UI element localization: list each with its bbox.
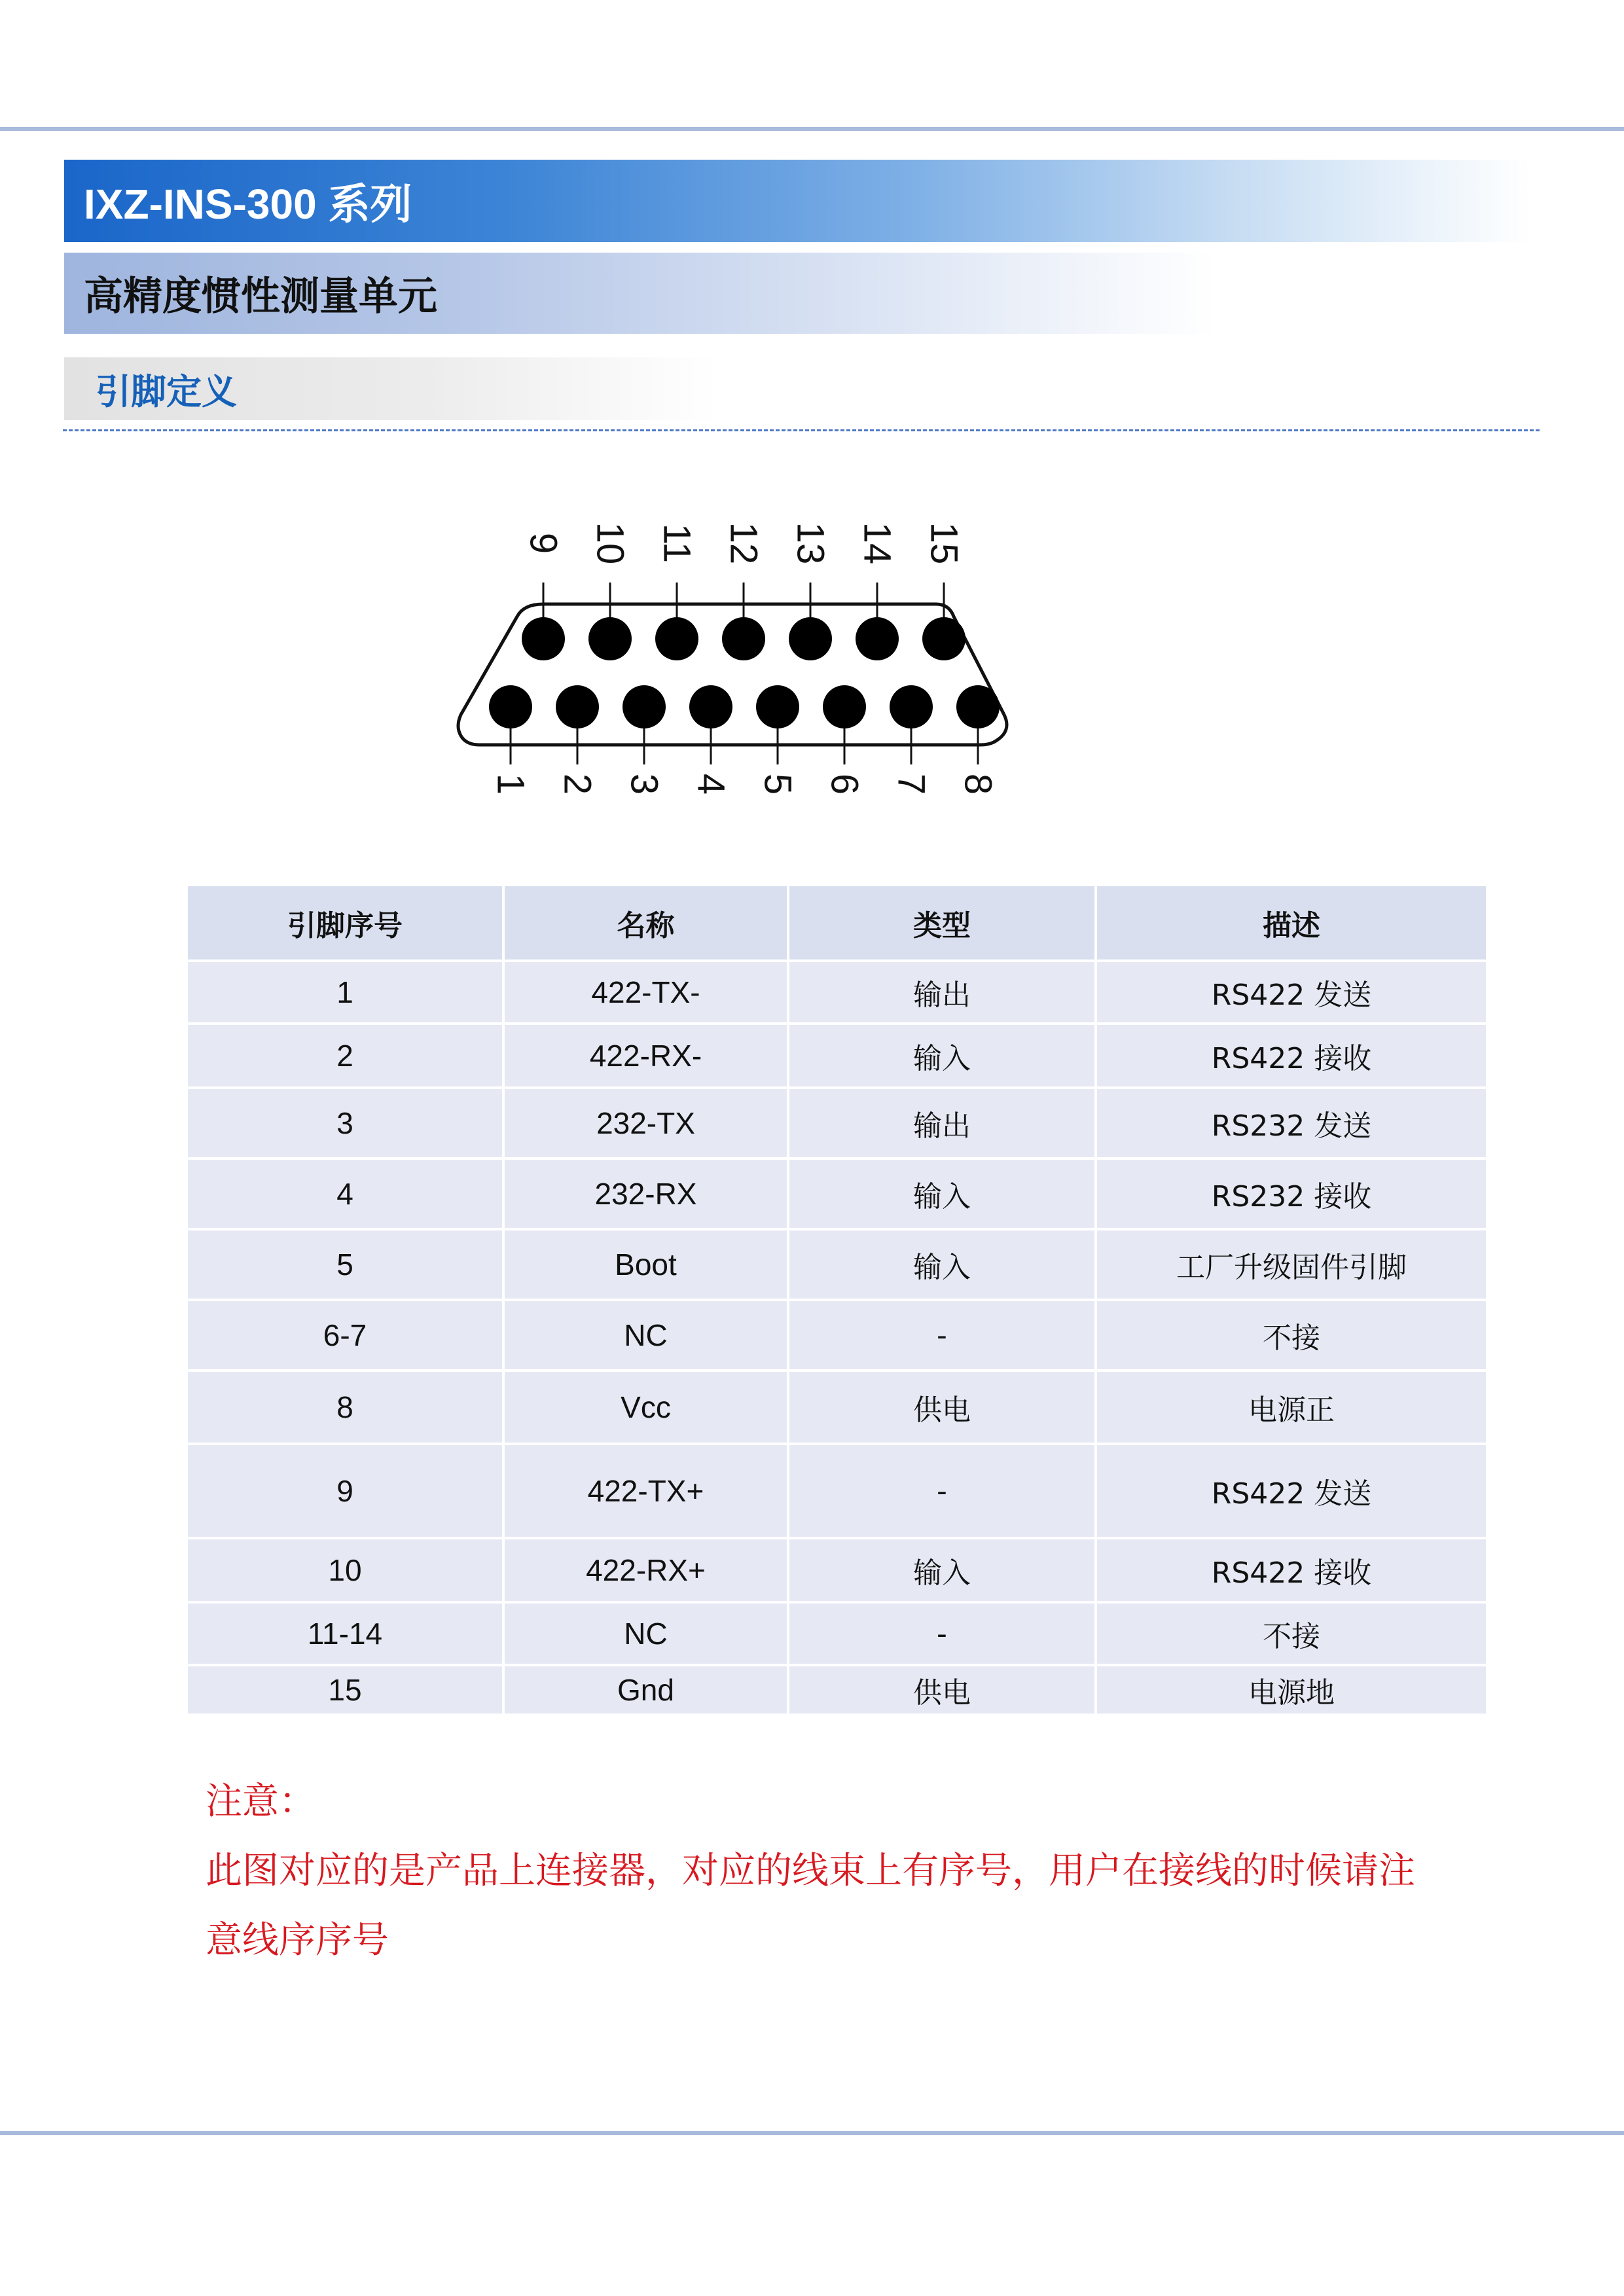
section-banner <box>64 357 719 420</box>
section-title: 引脚定义 <box>96 370 237 412</box>
signal-type-cell: - <box>788 1300 1096 1371</box>
wiring-note <box>206 1767 1502 1975</box>
signal-type-cell: 输入 <box>788 1538 1096 1602</box>
pin-number-cell: 6-7 <box>187 1300 503 1371</box>
description-cell: 不接 <box>1096 1300 1487 1371</box>
description-cell: RS422 发送 <box>1096 961 1487 1024</box>
bottom-rule <box>0 2131 1624 2135</box>
table-row <box>187 1158 1487 1229</box>
pin-hole <box>756 685 799 728</box>
pin-label: 5 <box>756 773 799 795</box>
table-row <box>187 1371 1487 1444</box>
pin-hole <box>856 617 899 660</box>
table-row <box>187 1300 1487 1371</box>
signal-type-cell: 输出 <box>788 961 1096 1024</box>
pin-label: 6 <box>823 773 866 795</box>
signal-name-cell: 422-RX+ <box>503 1538 788 1602</box>
description-cell: 电源正 <box>1096 1371 1487 1444</box>
pin-hole <box>689 685 732 728</box>
table-row <box>187 1602 1487 1665</box>
header-name: 名称 <box>503 885 788 961</box>
description-cell: 工厂升级固件引脚 <box>1096 1229 1487 1300</box>
description-cell: 不接 <box>1096 1602 1487 1665</box>
pin-number-cell: 8 <box>187 1371 503 1444</box>
pin-label: 9 <box>522 532 565 554</box>
pin-label: 7 <box>890 773 933 795</box>
pin-hole <box>588 617 632 660</box>
header-pin-number: 引脚序号 <box>187 885 503 961</box>
pin-number-cell: 2 <box>187 1024 503 1088</box>
signal-type-cell: 输入 <box>788 1024 1096 1088</box>
signal-name-cell: Vcc <box>503 1371 788 1444</box>
signal-name-cell: 232-TX <box>503 1088 788 1158</box>
pin-hole <box>890 685 933 728</box>
pin-hole <box>522 617 565 660</box>
header-description: 描述 <box>1096 885 1487 961</box>
description-cell: RS422 发送 <box>1096 1444 1487 1538</box>
table-row <box>187 1665 1487 1715</box>
table-row <box>187 1088 1487 1158</box>
pin-hole <box>823 685 866 728</box>
pin-label: 12 <box>722 522 765 565</box>
table-header-row <box>187 885 1487 961</box>
pin-hole <box>956 685 1000 728</box>
header-type: 类型 <box>788 885 1096 961</box>
description-cell: RS232 接收 <box>1096 1158 1487 1229</box>
signal-type-cell: 输入 <box>788 1229 1096 1300</box>
pin-number-cell: 11-14 <box>187 1602 503 1665</box>
product-banner <box>64 253 1216 334</box>
pin-hole <box>922 617 965 660</box>
pin-label: 13 <box>789 522 832 565</box>
pin-label: 11 <box>655 523 698 564</box>
signal-name-cell: NC <box>503 1602 788 1665</box>
pin-hole <box>789 617 832 660</box>
pin-label: 4 <box>689 773 732 795</box>
pin-label: 14 <box>856 522 899 565</box>
signal-name-cell: 232-RX <box>503 1158 788 1229</box>
pin-hole <box>556 685 599 728</box>
signal-name-cell: Boot <box>503 1229 788 1300</box>
description-cell: RS232 发送 <box>1096 1088 1487 1158</box>
table-row <box>187 1024 1487 1088</box>
pin-hole <box>722 617 765 660</box>
product-title: 高精度惯性测量单元 <box>84 274 437 319</box>
signal-name-cell: 422-TX+ <box>503 1444 788 1538</box>
table-row <box>187 961 1487 1024</box>
pin-hole <box>623 685 666 728</box>
pin-number-cell: 9 <box>187 1444 503 1538</box>
description-cell: 电源地 <box>1096 1665 1487 1715</box>
pin-number-cell: 4 <box>187 1158 503 1229</box>
signal-type-cell: 输入 <box>788 1158 1096 1229</box>
pin-label: 8 <box>956 773 1000 795</box>
note-line-2: 意线序序号 <box>206 1919 389 1962</box>
pin-label: 3 <box>623 773 666 795</box>
signal-type-cell: - <box>788 1444 1096 1538</box>
signal-type-cell: 输出 <box>788 1088 1096 1158</box>
signal-name-cell: Gnd <box>503 1665 788 1715</box>
table-row <box>187 1538 1487 1602</box>
pin-label: 2 <box>556 773 599 795</box>
pin-label: 10 <box>588 522 632 565</box>
pin-label: 15 <box>922 522 965 565</box>
pin-number-cell: 15 <box>187 1665 503 1715</box>
pin-definition-table <box>185 884 1489 1716</box>
table-row <box>187 1229 1487 1300</box>
pin-number-cell: 5 <box>187 1229 503 1300</box>
pin-number-cell: 3 <box>187 1088 503 1158</box>
signal-name-cell: 422-RX- <box>503 1024 788 1088</box>
series-title: IXZ-INS-300 系列 <box>84 181 412 228</box>
table-row <box>187 1444 1487 1538</box>
pin-hole <box>489 685 532 728</box>
series-banner <box>64 160 1530 242</box>
description-cell: RS422 接收 <box>1096 1538 1487 1602</box>
section-divider <box>63 429 1540 431</box>
db15-connector-diagram <box>432 504 1060 812</box>
note-title: 注意： <box>206 1780 316 1823</box>
description-cell: RS422 接收 <box>1096 1024 1487 1088</box>
signal-type-cell: 供电 <box>788 1665 1096 1715</box>
note-line-1: 此图对应的是产品上连接器，对应的线束上有序号，用户在接线的时候请注 <box>206 1850 1415 1892</box>
pin-label: 1 <box>489 773 532 795</box>
top-rule <box>0 127 1624 131</box>
signal-name-cell: NC <box>503 1300 788 1371</box>
pin-hole <box>655 617 698 660</box>
signal-type-cell: 供电 <box>788 1371 1096 1444</box>
signal-name-cell: 422-TX- <box>503 961 788 1024</box>
pin-number-cell: 1 <box>187 961 503 1024</box>
signal-type-cell: - <box>788 1602 1096 1665</box>
pin-number-cell: 10 <box>187 1538 503 1602</box>
